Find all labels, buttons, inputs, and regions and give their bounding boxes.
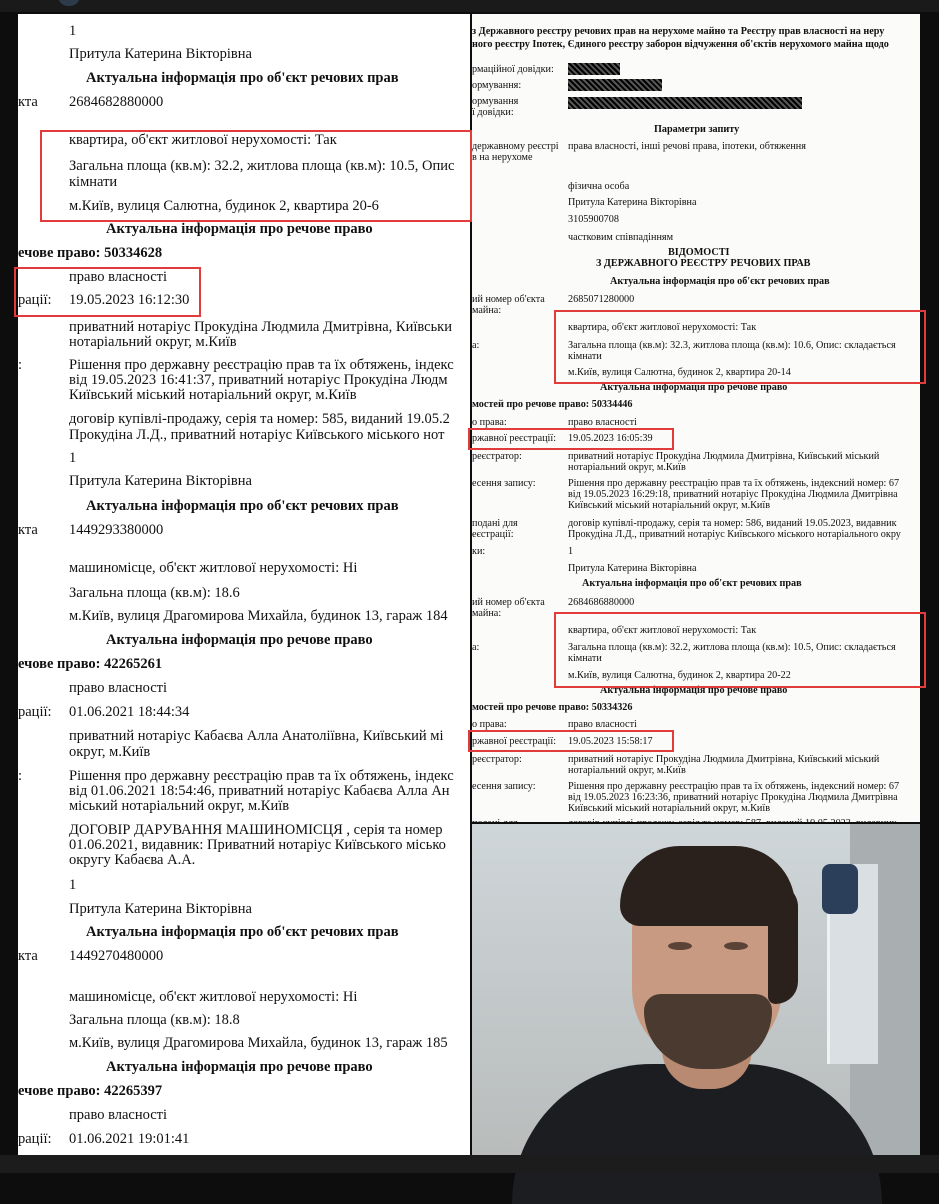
redaction bbox=[568, 79, 662, 91]
doc-text: державному реєстрі bbox=[472, 141, 559, 152]
doc-text: Прокудіна Л.Д., приватний нотаріус Київського міського нотаріального окру bbox=[568, 529, 901, 540]
doc-text: 2684686880000 bbox=[568, 597, 635, 608]
doc-text: мостей про речове право: 50334446 bbox=[472, 399, 633, 410]
section-heading: Актуальна інформація про об'єкт речових прав bbox=[86, 924, 399, 940]
doc-text: 1449270480000 bbox=[69, 948, 164, 964]
section-heading: З ДЕРЖАВНОГО РЕЄСТРУ РЕЧОВИХ ПРАВ bbox=[596, 258, 811, 269]
doc-text: Притула Катерина Вікторівна bbox=[568, 563, 697, 574]
doc-text: Загальна площа (кв.м): 32.2, житлова площа (кв.м): 10.5, Опис: складається bbox=[568, 642, 896, 653]
photo-eye-right bbox=[724, 942, 748, 950]
doc-text: Київський міський нотаріальний округ, м.Київ bbox=[69, 387, 357, 403]
doc-text: Загальна площа (кв.м): 32.3, житлова площа (кв.м): 10.6, Опис: складається bbox=[568, 340, 896, 351]
doc-text: а: bbox=[472, 340, 480, 351]
doc-text: нотаріальний округ, м.Київ bbox=[568, 765, 686, 776]
registration-date: 19.05.2023 16:05:39 bbox=[568, 433, 653, 444]
redaction bbox=[568, 97, 802, 109]
selfie-photo bbox=[472, 824, 920, 1155]
highlight-box bbox=[554, 612, 926, 688]
section-heading: Актуальна інформація про речове право bbox=[106, 1059, 373, 1075]
doc-text: право власності bbox=[69, 269, 168, 285]
doc-header: ного реєстру Іпотек, Єдиного реєстру заборон відчуження об'єктів нерухомого майна щодо bbox=[472, 39, 889, 50]
doc-text: реєстратор: bbox=[472, 754, 522, 765]
top-bar bbox=[0, 0, 939, 12]
highlight-box bbox=[468, 428, 674, 450]
doc-text: договір купівлі-продажу, серія та номер: 586, виданий 19.05.2023, видавник bbox=[568, 518, 897, 529]
doc-text: 2684682880000 bbox=[69, 94, 164, 110]
doc-text: ДОГОВІР ДАРУВАННЯ МАШИНОМІСЦЯ , серія та номер bbox=[69, 822, 443, 838]
section-heading: Актуальна інформація про об'єкт речових прав bbox=[582, 578, 802, 589]
doc-text: м.Київ, вулиця Салютна, будинок 2, квартира 20-22 bbox=[568, 670, 791, 681]
section-heading: ВІДОМОСТІ bbox=[668, 247, 730, 258]
doc-text: право власності bbox=[69, 680, 168, 696]
doc-text: 1 bbox=[69, 877, 77, 893]
doc-text: 1449293380000 bbox=[69, 522, 164, 538]
bottom-bar bbox=[0, 1155, 939, 1173]
doc-text: право власності bbox=[568, 719, 637, 730]
doc-text: есення запису: bbox=[472, 781, 536, 792]
doc-text: кімнати bbox=[69, 174, 118, 190]
doc-text: 2685071280000 bbox=[568, 294, 635, 305]
doc-text: о права: bbox=[472, 719, 507, 730]
photo-background-person bbox=[822, 864, 858, 914]
doc-text: Загальна площа (кв.м): 18.8 bbox=[69, 1012, 240, 1028]
doc-text: Притула Катерина Вікторівна bbox=[568, 197, 697, 208]
doc-text: ржавної реєстрації: bbox=[472, 736, 557, 747]
doc-text: ормування: bbox=[472, 80, 522, 91]
section-heading: Актуальна інформація про речове право bbox=[600, 685, 788, 696]
doc-text: ржавної реєстрації: bbox=[472, 433, 557, 444]
doc-text: подані для bbox=[472, 518, 518, 529]
doc-text: міський нотаріальний округ, м.Київ bbox=[69, 798, 290, 814]
doc-text: мостей про речове право: 50334326 bbox=[472, 702, 633, 713]
doc-text: рації: bbox=[18, 292, 52, 308]
section-heading: Актуальна інформація про речове право bbox=[600, 382, 788, 393]
doc-text: м.Київ, вулиця Салютна, будинок 2, квартира 20-6 bbox=[69, 198, 379, 214]
doc-text: м.Київ, вулиця Драгомирова Михайла, будинок 13, гараж 185 bbox=[69, 1035, 448, 1051]
doc-text: фізична особа bbox=[568, 181, 630, 192]
section-heading: Параметри запиту bbox=[654, 124, 740, 135]
doc-text: машиномісце, об'єкт житлової нерухомості: Ні bbox=[69, 560, 358, 576]
doc-text: ечове право: 42265397 bbox=[18, 1083, 163, 1099]
doc-text: право власності bbox=[69, 1107, 168, 1123]
doc-text: 3105900708 bbox=[568, 214, 619, 225]
doc-text: ї довідки: bbox=[472, 107, 514, 118]
doc-text: Київський міський нотаріальний округ, м.Київ bbox=[568, 500, 771, 511]
doc-text: ечове право: 42265261 bbox=[18, 656, 163, 672]
section-heading: Актуальна інформація про об'єкт речових прав bbox=[86, 498, 399, 514]
doc-text: 1 bbox=[69, 450, 77, 466]
doc-text: квартира, об'єкт житлової нерухомості: Так bbox=[69, 132, 337, 148]
doc-text: округ, м.Київ bbox=[69, 744, 151, 760]
highlight-box bbox=[14, 267, 201, 317]
doc-text: в на нерухоме bbox=[472, 152, 533, 163]
doc-text: кімнати bbox=[568, 351, 602, 362]
right-registry-document bbox=[472, 14, 920, 822]
doc-text: : bbox=[18, 768, 23, 784]
doc-text: Рішення про державну реєстрацію прав та їх обтяжень, індекс bbox=[69, 357, 454, 373]
doc-text: Притула Катерина Вікторівна bbox=[69, 46, 252, 62]
doc-header: з Державного реєстру речових прав на нерухоме майно та Реєстру прав власності на неру bbox=[472, 26, 885, 37]
doc-text: 1 bbox=[568, 546, 574, 557]
doc-text: м.Київ, вулиця Драгомирова Михайла, будинок 13, гараж 184 bbox=[69, 608, 448, 624]
doc-text: від 19.05.2023 16:41:37, приватний нотаріус Прокудіна Людм bbox=[69, 372, 448, 388]
highlight-box bbox=[40, 130, 472, 222]
doc-text: кімнати bbox=[568, 653, 602, 664]
doc-text: нотаріальний округ, м.Київ bbox=[568, 462, 686, 473]
registration-date: 19.05.2023 15:58:17 bbox=[568, 736, 653, 747]
doc-text: округу Кабаєва А.А. bbox=[69, 852, 196, 868]
section-heading: Актуальна інформація про об'єкт речових прав bbox=[610, 276, 830, 287]
doc-text: о права: bbox=[472, 417, 507, 428]
doc-text: еєстрації: bbox=[472, 529, 514, 540]
doc-text: Загальна площа (кв.м): 32.2, житлова площа (кв.м): 10.5, Опис bbox=[69, 158, 455, 174]
redaction bbox=[568, 63, 620, 75]
doc-text: есення запису: bbox=[472, 478, 536, 489]
doc-text: 1 bbox=[69, 23, 77, 39]
doc-text: від 19.05.2023 16:23:36, приватний нотаріус Прокудіна Людмила Дмитрівна bbox=[568, 792, 898, 803]
doc-text: 01.06.2021, видавник: Приватний нотаріус Київського місько bbox=[69, 837, 446, 853]
doc-text: м.Київ, вулиця Салютна, будинок 2, квартира 20-14 bbox=[568, 367, 791, 378]
doc-text: Рішення про державну реєстрацію прав та їх обтяжень, індексний номер: 67 bbox=[568, 781, 900, 792]
doc-text: машиномісце, об'єкт житлової нерухомості: Ні bbox=[69, 989, 358, 1005]
doc-text: майна: bbox=[472, 305, 502, 316]
doc-text: право власності bbox=[568, 417, 637, 428]
photo-hair-side bbox=[768, 884, 798, 1004]
doc-text: Прокудіна Л.Д., приватний нотаріус Київського міського нот bbox=[69, 427, 445, 443]
doc-text: квартира, об'єкт житлової нерухомості: Так bbox=[568, 625, 757, 636]
doc-text: а: bbox=[472, 642, 480, 653]
doc-text: Київський міський нотаріальний округ, м.Київ bbox=[568, 803, 771, 814]
doc-text: права власності, інші речові права, іпотеки, обтяження bbox=[568, 141, 806, 152]
section-heading: Актуальна інформація про об'єкт речових прав bbox=[86, 70, 399, 86]
doc-text: договір купівлі-продажу, серія та номер: 585, виданий 19.05.2 bbox=[69, 411, 450, 427]
doc-text: ечове право: 50334628 bbox=[18, 245, 163, 261]
doc-text: кта bbox=[18, 94, 38, 110]
registration-date: 19.05.2023 16:12:30 bbox=[69, 292, 190, 308]
highlight-box bbox=[554, 310, 926, 384]
doc-text: : bbox=[18, 357, 23, 373]
doc-text: майна: bbox=[472, 608, 502, 619]
doc-text: рації: bbox=[18, 1131, 52, 1147]
doc-text: частковим співпадінням bbox=[568, 232, 674, 243]
doc-text: Рішення про державну реєстрацію прав та їх обтяжень, індекс bbox=[69, 768, 454, 784]
doc-text: Притула Катерина Вікторівна bbox=[69, 473, 252, 489]
doc-text: Загальна площа (кв.м): 18.6 bbox=[69, 585, 240, 601]
doc-text: ий номер об'єкта bbox=[472, 597, 545, 608]
doc-text: рації: bbox=[18, 704, 52, 720]
doc-text: приватний нотаріус Кабаєва Алла Анатоліївна, Київський мі bbox=[69, 728, 444, 744]
section-heading: Актуальна інформація про речове право bbox=[106, 632, 373, 648]
doc-text: кта bbox=[18, 522, 38, 538]
doc-text: Притула Катерина Вікторівна bbox=[69, 901, 252, 917]
doc-text: приватний нотаріус Прокудіна Людмила Дмитрівна, Київський міський bbox=[568, 451, 880, 462]
doc-text: рмаційної довідки: bbox=[472, 64, 554, 75]
doc-text: нотаріальний округ, м.Київ bbox=[69, 334, 237, 350]
doc-text: від 01.06.2021 18:54:46, приватний нотаріус Кабаєва Алла Ан bbox=[69, 783, 450, 799]
doc-text: Рішення про державну реєстрацію прав та їх обтяжень, індексний номер: 67 bbox=[568, 478, 900, 489]
doc-text: реєстратор: bbox=[472, 451, 522, 462]
doc-text: кта bbox=[18, 948, 38, 964]
left-registry-document bbox=[18, 14, 470, 1155]
photo-eye-left bbox=[668, 942, 692, 950]
registration-date: 01.06.2021 19:01:41 bbox=[69, 1131, 190, 1147]
doc-text: приватний нотаріус Прокудіна Людмила Дмитрівна, Київський міський bbox=[568, 754, 880, 765]
doc-text: приватний нотаріус Прокудіна Людмила Дмитрівна, Київськи bbox=[69, 319, 452, 335]
doc-text: ормування bbox=[472, 96, 519, 107]
doc-text: ий номер об'єкта bbox=[472, 294, 545, 305]
doc-text: ки: bbox=[472, 546, 486, 557]
registration-date: 01.06.2021 18:44:34 bbox=[69, 704, 190, 720]
doc-text: квартира, об'єкт житлової нерухомості: Так bbox=[568, 322, 757, 333]
highlight-box bbox=[468, 730, 674, 752]
section-heading: Актуальна інформація про речове право bbox=[106, 221, 373, 237]
app-icon bbox=[58, 0, 80, 6]
doc-text: від 19.05.2023 16:29:18, приватний нотаріус Прокудіна Людмила Дмитрівна bbox=[568, 489, 898, 500]
